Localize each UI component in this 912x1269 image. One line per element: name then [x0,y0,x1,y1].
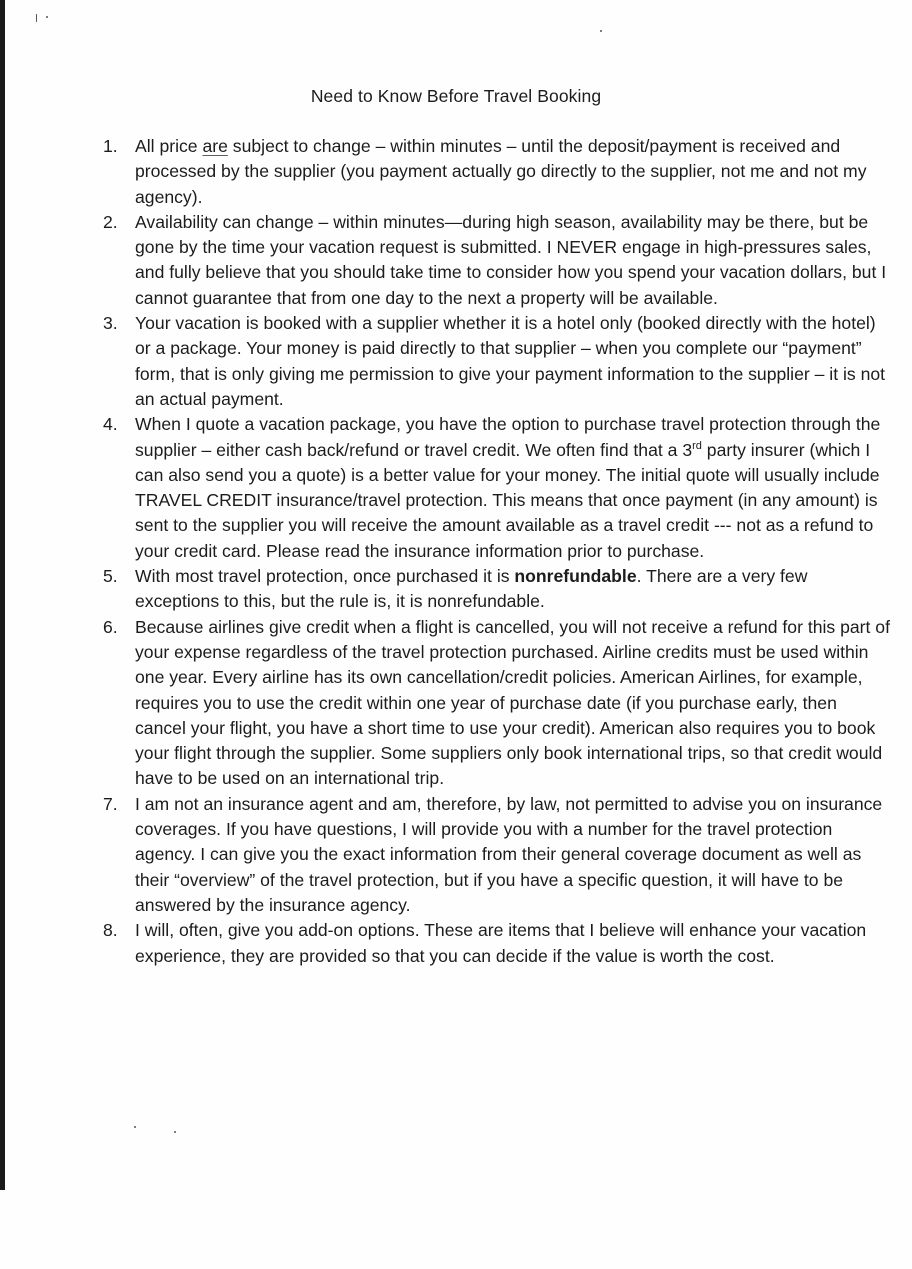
list-item [101,615,891,792]
item-number: 7. [103,793,118,814]
item-number: 3. [103,313,118,334]
list-item [101,311,891,412]
scan-speck [36,14,37,22]
item-text [135,564,891,615]
terms-list [101,134,891,969]
item-number: 4. [103,414,118,435]
list-item [101,412,891,564]
item-text [135,134,891,210]
item-text-end: party insurer (which I can also send you a quote) is a better value for your money. The initial quote will usually include TRAVEL CREDIT insurance/travel protection. This means that once payment (in any amount) is sent to the supplier you will receive the amount available as a travel credit --- not as a refund to your credit card. Please read the insurance information prior to purchase. [135,439,880,561]
item-text-start: When I quote a vacation package, you have the option to purchase travel protection through the supplier – either cash back/refund or travel credit. We often find that a 3 [135,414,881,460]
item-number: 1. [103,136,118,156]
item-text: I am not an insurance agent and am, therefore, by law, not permitted to advise you on insurance coverages. If you have questions, I will provide you with a number for the travel protection agency. I can give you the exact information from their general coverage document as well as their “overview” of the travel protection, but if you have a specific question, it will have to be answered by the insurance agency. [135,793,883,915]
item-number: 2. [103,211,118,232]
list-item [101,210,891,311]
item-text-end: subject to change – within minutes – until the deposit/payment is received and processed by the supplier (you payment actually go directly to the supplier, not me and not my agency). [135,136,867,207]
bold-word: nonrefundable [514,566,637,587]
list-item [101,134,891,210]
item-text: Because airlines give credit when a flight is cancelled, you will not receive a refund for this part of your expense regardless of the travel protection purchased. Airline credits must be used within one year. Every airline has its own cancellation/credit policies. American Airlines, for example, requires you to use the credit within one year of purchase date (if you purchase early, then cancel your flight, you have a short time to use your credit). American also requires you to book your flight through the supplier. Some suppliers only book international trips, so that credit would have to be used on an international trip. [135,616,890,789]
item-text [135,412,891,564]
scan-speck [134,1126,136,1128]
item-text: I will, often, give you add-on options. These are items that I believe will enhance your vacation experience, they are provided so that you can decide if the value is worth the cost. [135,920,867,966]
list-item [101,918,891,969]
scan-speck [46,16,48,18]
item-number: 5. [103,566,118,587]
ordinal-superscript: rd [692,439,702,452]
list-item [101,564,891,615]
scan-speck [600,30,602,32]
item-text: Availability can change – within minutes—during high season, availability may be there, but be gone by the time your vacation request is submitted. I NEVER engage in high-pressures sales, and fully believe that you should take time to consider how you spend your vacation dollars, but I cannot guarantee that from one day to the next a property will be available. [135,211,887,308]
underlined-word: are [202,136,228,156]
list-item [101,792,891,918]
item-text-end: . There are a very few exceptions to this, but the rule is, it is nonrefundable. [135,566,808,612]
item-text: Your vacation is booked with a supplier whether it is a hotel only (booked directly with the hotel) or a package. Your money is paid directly to that supplier – when you complete our “payment” form, that is only giving me permission to give your payment information to the supplier – it is not an actual payment. [135,313,886,409]
item-number: 6. [103,616,118,637]
scan-edge-shadow [0,0,5,1190]
document-title: Need to Know Before Travel Booking [310,86,602,106]
item-text-start: All price [135,136,203,156]
item-text-start: With most travel protection, once purchased it is [135,566,515,587]
item-number: 8. [103,920,118,941]
scan-speck [174,1131,176,1133]
